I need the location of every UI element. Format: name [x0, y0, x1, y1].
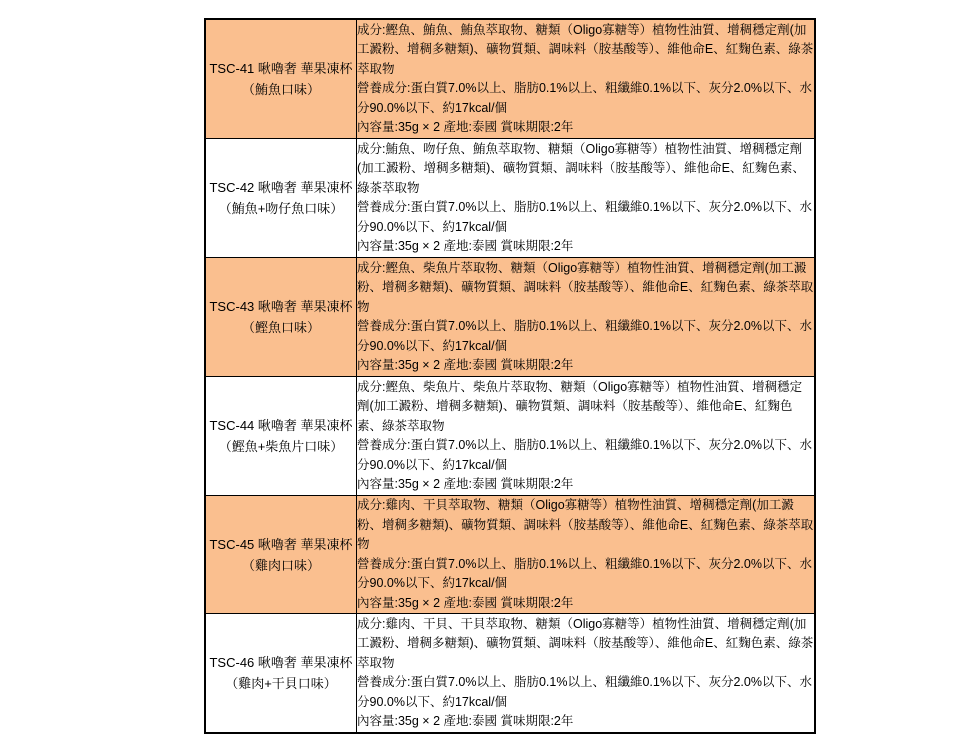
ingredients-text: 成分:鮪魚、吻仔魚、鮪魚萃取物、糖類（Oligo寡糖等）植物性油質、增稠穩定劑(加工澱粉、增稠多糖類)、礦物質類、調味料（胺基酸等）、維他命E、紅麴色素、綠茶萃取物	[357, 141, 805, 195]
details-cell	[357, 377, 816, 496]
content-text: 內容量:35g × 2 產地:泰國 賞味期限:2年	[357, 714, 574, 728]
nutrition-text: 營養成分:蛋白質7.0%以上、脂肪0.1%以上、粗纖維0.1%以下、灰分2.0%以下、水分90.0%以下、約17kcal/個	[357, 81, 812, 115]
product-table-body	[205, 19, 815, 733]
product-cell	[205, 19, 357, 139]
ingredients-text: 成分:鰹魚、柴魚片、柴魚片萃取物、糖類（Oligo寡糖等）植物性油質、增稠穩定劑(加工澱粉、增稠多糖類)、礦物質類、調味料（胺基酸等）、維他命E、紅麴色素、綠茶萃取物	[357, 379, 803, 433]
table-row	[205, 377, 815, 496]
content-text: 內容量:35g × 2 產地:泰國 賞味期限:2年	[357, 477, 574, 491]
nutrition-text: 營養成分:蛋白質7.0%以上、脂肪0.1%以上、粗纖維0.1%以下、灰分2.0%以下、水分90.0%以下、約17kcal/個	[357, 675, 812, 709]
table-row	[205, 139, 815, 258]
product-flavor: （鰹魚口味）	[241, 320, 320, 335]
details-cell	[357, 496, 816, 614]
product-code: TSC-44 啾嚕奢 華果凍杯	[209, 418, 353, 433]
product-flavor: （雞肉+干貝口味）	[225, 676, 337, 691]
table-row	[205, 19, 815, 139]
product-code: TSC-43 啾嚕奢 華果凍杯	[209, 299, 353, 314]
details-cell	[357, 19, 816, 139]
nutrition-text: 營養成分:蛋白質7.0%以上、脂肪0.1%以上、粗纖維0.1%以下、灰分2.0%以下、水分90.0%以下、約17kcal/個	[357, 438, 812, 472]
product-flavor: （雞肉口味）	[241, 557, 320, 573]
product-cell	[205, 258, 357, 377]
content-text: 內容量:35g × 2 產地:泰國 賞味期限:2年	[357, 595, 574, 610]
nutrition-text: 營養成分:蛋白質7.0%以上、脂肪0.1%以上、粗纖維0.1%以下、灰分2.0%以下、水分90.0%以下、約17kcal/個	[357, 200, 812, 234]
details-cell	[357, 614, 816, 734]
ingredients-text: 成分:雞肉、干貝萃取物、糖類（Oligo寡糖等）植物性油質、增稠穩定劑(加工澱粉、增稠多糖類)、礦物質類、調味料（胺基酸等）、維他命E、紅麴色素、綠茶萃取物	[357, 498, 814, 551]
nutrition-text: 營養成分:蛋白質7.0%以上、脂肪0.1%以上、粗纖維0.1%以下、灰分2.0%以下、水分90.0%以下、約17kcal/個	[357, 319, 812, 353]
table-row	[205, 614, 815, 734]
content-text: 內容量:35g × 2 產地:泰國 賞味期限:2年	[357, 358, 574, 372]
ingredients-text: 成分:鰹魚、鮪魚、鮪魚萃取物、糖類（Oligo寡糖等）植物性油質、增稠穩定劑(加工澱粉、增稠多糖類)、礦物質類、調味料（胺基酸等）、維他命E、紅麴色素、綠茶萃取物	[357, 22, 814, 76]
ingredients-text: 成分:雞肉、干貝、干貝萃取物、糖類（Oligo寡糖等）植物性油質、增稠穩定劑(加工澱粉、增稠多糖類)、礦物質類、調味料（胺基酸等）、維他命E、紅麴色素、綠茶萃取物	[357, 616, 814, 670]
product-cell	[205, 377, 357, 496]
details-cell	[357, 258, 816, 377]
product-code: TSC-45 啾嚕奢 華果凍杯	[209, 536, 353, 552]
product-code: TSC-41 啾嚕奢 華果凍杯	[209, 61, 353, 76]
product-flavor: （鮪魚+吻仔魚口味）	[218, 201, 344, 216]
product-code: TSC-46 啾嚕奢 華果凍杯	[209, 655, 353, 670]
content-text: 內容量:35g × 2 產地:泰國 賞味期限:2年	[357, 239, 574, 253]
ingredients-text: 成分:鰹魚、柴魚片萃取物、糖類（Oligo寡糖等）植物性油質、增稠穩定劑(加工澱粉、增稠多糖類)、礦物質類、調味料（胺基酸等）、維他命E、紅麴色素、綠茶萃取物	[357, 260, 814, 314]
product-code: TSC-42 啾嚕奢 華果凍杯	[209, 180, 353, 195]
product-table-wrapper	[204, 18, 816, 734]
table-row	[205, 496, 815, 614]
product-table	[204, 18, 816, 734]
product-flavor: （鮪魚口味）	[241, 82, 320, 97]
table-row	[205, 258, 815, 377]
product-cell	[205, 496, 357, 614]
product-flavor: （鰹魚+柴魚片口味）	[218, 439, 344, 454]
details-cell	[357, 139, 816, 258]
nutrition-text: 營養成分:蛋白質7.0%以上、脂肪0.1%以上、粗纖維0.1%以下、灰分2.0%以下、水分90.0%以下、約17kcal/個	[357, 556, 812, 590]
product-cell	[205, 614, 357, 734]
content-text: 內容量:35g × 2 產地:泰國 賞味期限:2年	[357, 120, 574, 134]
product-cell	[205, 139, 357, 258]
